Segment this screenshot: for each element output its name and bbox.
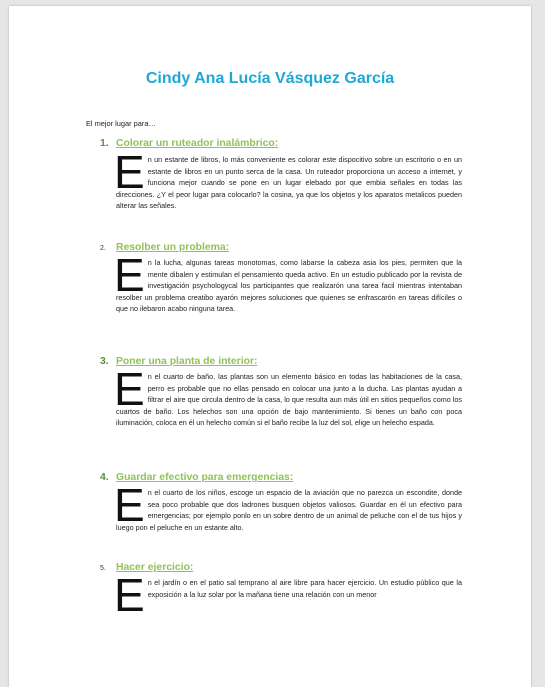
section-number: 5.: [100, 565, 106, 572]
drop-cap: E: [114, 146, 145, 198]
drop-cap: E: [114, 249, 145, 301]
document-page: [9, 6, 531, 687]
section-body: [114, 249, 462, 315]
drop-cap: E: [114, 363, 145, 415]
section-body: [114, 479, 462, 533]
section-title: Resolber un problema:: [116, 242, 230, 253]
section-title: Hacer ejercicio:: [116, 562, 194, 573]
section-title: Poner una planta de interior:: [116, 356, 258, 367]
paragraph-text: n un estante de libros, lo más conveniente es colorar este dispocitivo sobre un escritorio o en un estante de libros en un punto serca de la casa. Un ruteador proporciona un acceso a internet, y funciona mejor cuando se pone en un lugar elebado por que embia señales en todas las direcciones. ¿Y el peor lugar para colocarlo? la cosina, ya que los objetos y los aparatos metalicos pueden alterar las señales.: [116, 155, 462, 210]
paragraph-text: n la lucha, algunas tareas monotomas, como labarse la cabeza asia los pies, permiten que la mente dibalen y estimulan el pensamiento queda activo. En un estudio publicado por la revista de investigación psychologycal los participantes que realizarón una tarea facil mientras intentaban resolber un problema creatibo ayarón mejores soluciones que quienes se enfrascarón en tareas difíciles o que no ilebaron acabo ninguna tarea.: [116, 258, 462, 313]
drop-cap: E: [114, 479, 145, 531]
section-number: 4.: [100, 472, 109, 483]
paragraph-text: n el cuarto de baño, las plantas son un elemento básico en todas las habitaciones de la casa, perro es probable que no ellas pensado en colocar una junto a la ducha. Las plantas ayudan a filtrar el aire que circula dentro de la casa, lo que resulta aun más útil en sitios pequeños como los cuartos de baño. Los helechos son una opción de bajo mantenimiento. Si tienes un baño con poca iluminación, coloca en él un helecho común si el baño recibe la luz del sol, elige un helecho espada.: [116, 372, 462, 427]
drop-cap: E: [114, 569, 145, 621]
section-body: [114, 363, 462, 429]
section-number: 2.: [100, 245, 106, 252]
section-title: Guardar efectivo para emergencias:: [116, 472, 294, 483]
section-body: [114, 146, 462, 212]
section-number: 1.: [100, 138, 109, 149]
section-body: [114, 569, 462, 621]
section-title: Colorar un ruteador inalámbrico:: [116, 138, 279, 149]
intro-text: El mejor lugar para…: [86, 119, 156, 128]
paragraph-text: n el jardín o en el patio sal temprano al aire libre para hacer ejercicio. Un estudio público que la exposición a la luz solar por la mañana tiene una relación con un menor: [147, 578, 462, 599]
document-title: Cindy Ana Lucía Vásquez García: [145, 70, 395, 87]
section-number: 3.: [100, 356, 109, 367]
paragraph-text: n el cuarto de los niños, escoge un espacio de la aviación que no parezca un escondite, donde sea poco probable que dos ladrones busquen objetos valiosos. Guardar en él un efectivo para emergencias; por ejemplo ponlo en un sobre dentro de un animal de peluche con el de tus hijos y luego pon el peluche en un estante alto.: [116, 488, 462, 532]
